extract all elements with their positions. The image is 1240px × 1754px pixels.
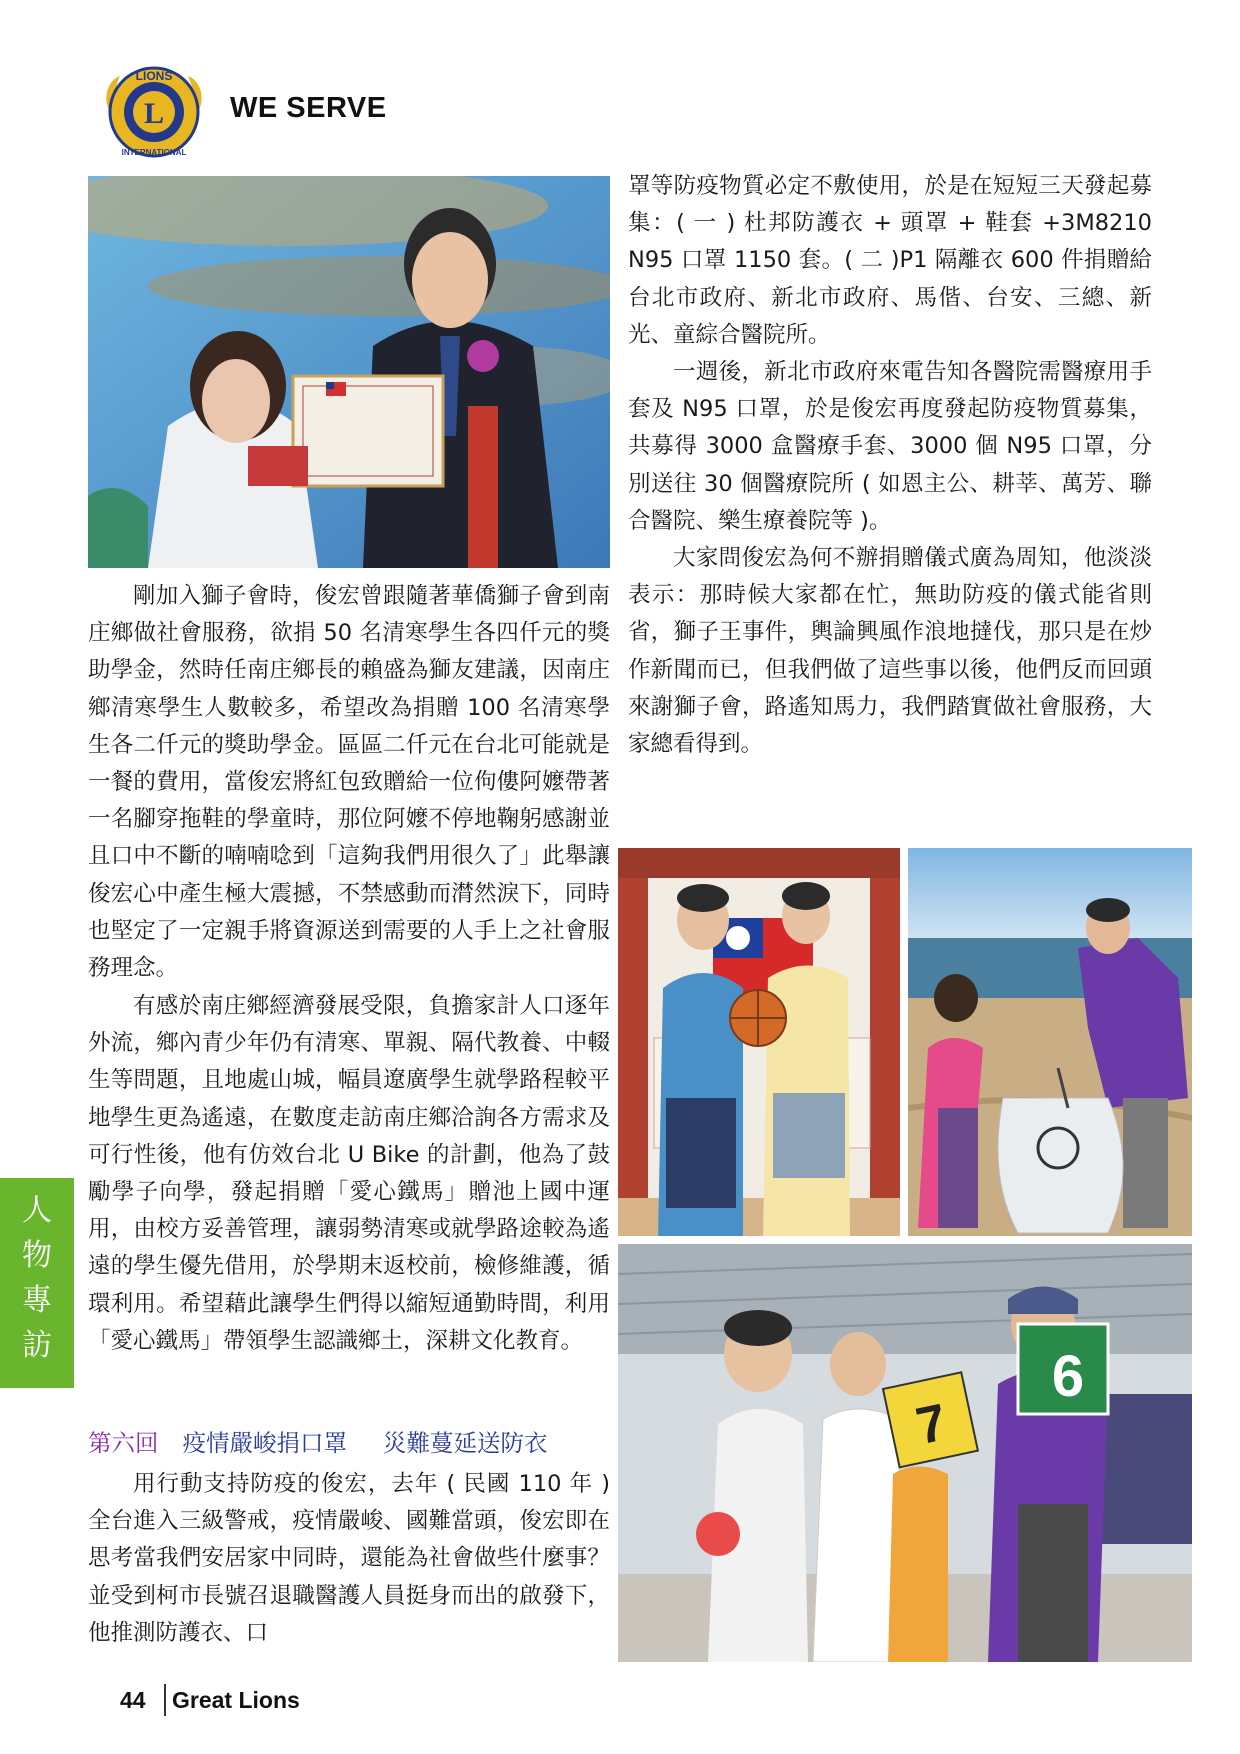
logo-ring-bottom-text: INTERNATIONAL: [121, 148, 187, 157]
article-paragraph-left-2: 有感於南庄鄉經濟發展受限，負擔家計人口逐年外流，鄉內青少年仍有清寒、單親、隔代教養、中輟生等問題，且地處山城，幅員遼廣學生就學路程較平地學生更為遙遠，在數度走訪南庄鄉洽詢各方需求及可行性後，他有仿效台北 U Bike 的計劃，他為了鼓勵學子向學，發起捐贈「愛心鐵馬」贈池上國中運用，由校方妥善管理，讓弱勢清寒或就學路途較為遙遠的學生優先借用，於學期末返校前，檢修維護，循環利用。希望藉此讓學生們得以縮短通勤時間，利用「愛心鐵馬」帶領學生認識鄉土，深耕文化教育。: [88, 993, 610, 1354]
section-title-1: 疫情嚴峻捐口罩: [182, 1429, 347, 1457]
magazine-title: Great Lions: [172, 1687, 300, 1713]
svg-text:6: 6: [1051, 1344, 1085, 1409]
section-number: 第六回: [88, 1429, 159, 1457]
basketball-donation-photo: [618, 848, 900, 1236]
article-paragraph-left-3: 用行動支持防疫的俊宏，去年 ( 民國 110 年 ) 全台進入三級警戒，疫情嚴峻、國難當頭，俊宏即在思考當我們安居家中同時，還能為社會做些什麼事？並受到柯市長號召退職醫護人員挺身而出的啟發下，他推測防護衣、口: [88, 1471, 610, 1646]
footer-divider: [164, 1684, 166, 1716]
section-title-2: 災難蔓延送防衣: [383, 1429, 548, 1457]
page-number: 44: [120, 1687, 146, 1713]
beach-cleanup-photo: [908, 848, 1192, 1236]
article-paragraph-right-1: 罩等防疫物質必定不敷使用，於是在短短三天發起募集：( 一 ) 杜邦防護衣 + 頭罩 + 鞋套 +3M8210 N95 口罩 1150 套。( 二 )P1 隔離衣 600 件捐贈給台北市政府、新北市政府、馬偕、台安、三總、新光、童綜合醫院所。: [628, 173, 1152, 348]
side-tab-char: 專: [22, 1283, 52, 1318]
side-tab-char: 人: [22, 1193, 52, 1228]
dice-game-event-photo: [618, 1244, 1192, 1662]
section-side-tab: [0, 1178, 74, 1388]
article-paragraph-right-2: 一週後，新北市政府來電告知各醫院需醫療用手套及 N95 口罩，於是俊宏再度發起防疫物質募集，共募得 3000 盒醫療手套、3000 個 N95 口罩，分別送往 30 個醫療院所 ( 如恩主公、耕莘、萬芳、聯合醫院、樂生療養院等 )。: [628, 359, 1152, 534]
side-tab-char: 物: [22, 1238, 52, 1273]
logo-ring-top-text: LIONS: [135, 69, 173, 83]
logo-letter: L: [143, 97, 165, 130]
article-paragraph-right-3: 大家問俊宏為何不辦捐贈儀式廣為周知，他淡淡表示：那時候大家都在忙，無助防疫的儀式能省則省，獅子王事件，輿論興風作浪地撻伐，那只是在炒作新聞而已，但我們做了這些事以後，他們反而回頭來謝獅子會，路遙知馬力，我們踏實做社會服務，大家總看得到。: [628, 545, 1152, 758]
award-ceremony-photo: [88, 176, 610, 568]
lions-logo: [100, 58, 208, 166]
svg-text:7: 7: [911, 1393, 952, 1457]
section-heading: [88, 1424, 608, 1462]
header-tagline: WE SERVE: [230, 92, 387, 124]
side-tab-char: 訪: [22, 1328, 52, 1363]
article-paragraph-left-1: 剛加入獅子會時，俊宏曾跟隨著華僑獅子會到南庄鄉做社會服務，欲捐 50 名清寒學生各四仟元的獎助學金，然時任南庄鄉長的賴盛為獅友建議，因南庄鄉清寒學生人數較多，希望改為捐贈 100 名清寒學生各二仟元的獎助學金。區區二仟元在台北可能就是一餐的費用，當俊宏將紅包致贈給一位佝僂阿嬤帶著一名腳穿拖鞋的學童時，那位阿嬤不停地鞠躬感謝並且口中不斷的喃喃唸到「這夠我們用很久了」此舉讓俊宏心中產生極大震撼，不禁感動而潸然淚下，同時也堅定了一定親手將資源送到需要的人手上之社會服務理念。: [88, 583, 610, 982]
